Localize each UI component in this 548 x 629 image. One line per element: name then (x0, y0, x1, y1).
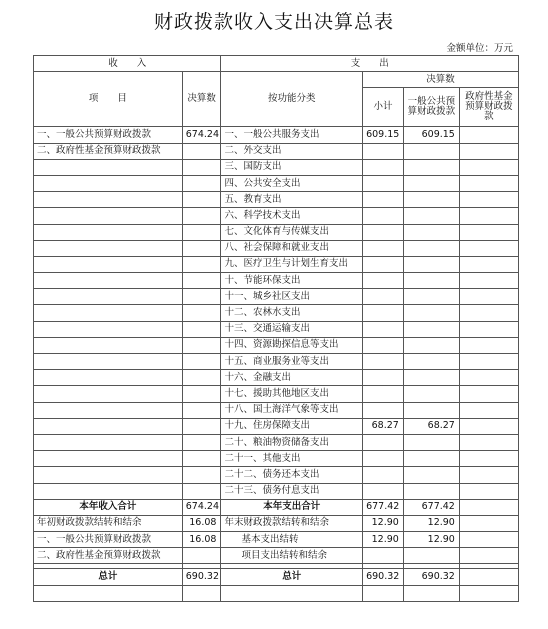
expense-subtotal (363, 337, 404, 353)
blank-cell (403, 585, 459, 601)
expense-general (403, 289, 459, 305)
expense-gov-fund (459, 159, 518, 175)
income-item (34, 208, 183, 224)
expense-item: 三、国防支出 (221, 159, 363, 175)
income-value (182, 143, 221, 159)
income-value (182, 386, 221, 402)
expense-subtotal (363, 143, 404, 159)
income-item (34, 192, 183, 208)
expense-gov-fund (459, 532, 518, 548)
expense-gov-fund (459, 467, 518, 483)
expense-item: 十二、农林水支出 (221, 305, 363, 321)
page-title: 财政拨款收入支出决算总表 (153, 11, 394, 33)
income-value (182, 240, 221, 256)
income-final-header: 决算数 (182, 72, 221, 127)
expense-gov-fund (459, 305, 518, 321)
grand-income-label: 总计 (34, 569, 183, 585)
expense-gov-fund (459, 515, 518, 531)
table-row (34, 354, 519, 370)
expense-general (403, 467, 459, 483)
table-row (34, 386, 519, 402)
expense-item: 四、公共安全支出 (221, 175, 363, 191)
income-value (182, 224, 221, 240)
expense-general (403, 386, 459, 402)
expense-item: 十六、金融支出 (221, 370, 363, 386)
table-row (34, 240, 519, 256)
income-item (34, 354, 183, 370)
expense-general: 12.90 (403, 515, 459, 531)
income-item (34, 386, 183, 402)
income-value (182, 402, 221, 418)
expense-general (403, 402, 459, 418)
expense-general (403, 548, 459, 564)
table-row (34, 143, 519, 159)
income-item (34, 289, 183, 305)
expense-item: 项目支出结转和结余 (221, 548, 363, 564)
income-item (34, 175, 183, 191)
table-row (34, 402, 519, 418)
expense-item: 二十三、债务付息支出 (221, 483, 363, 499)
grand-total-row (34, 569, 519, 585)
expense-item: 十九、住房保障支出 (221, 418, 363, 434)
expense-subtotal (363, 305, 404, 321)
blank-cell (34, 585, 183, 601)
totals-row (34, 499, 519, 515)
expense-subtotal: 68.27 (363, 418, 404, 434)
table-row (34, 418, 519, 434)
income-item: 一、一般公共预算财政拨款 (34, 532, 183, 548)
expense-item: 六、科学技术支出 (221, 208, 363, 224)
expense-subtotal (363, 402, 404, 418)
table-row (34, 192, 519, 208)
expense-gov-fund (459, 143, 518, 159)
expense-subtotal (363, 175, 404, 191)
income-value: 16.08 (182, 515, 221, 531)
expense-gov-fund (459, 434, 518, 450)
income-item: 年初财政拨款结转和结余 (34, 515, 183, 531)
table-row (34, 321, 519, 337)
expense-total-subtotal: 677.42 (363, 499, 404, 515)
expense-subtotal (363, 240, 404, 256)
expense-subtotal (363, 434, 404, 450)
grand-expense-label: 总计 (221, 569, 363, 585)
income-item (34, 402, 183, 418)
table-row (34, 337, 519, 353)
function-header: 按功能分类 (221, 72, 363, 127)
expense-subtotal (363, 370, 404, 386)
expense-gov-fund (459, 256, 518, 272)
table-row (34, 451, 519, 467)
expense-total-gov-fund (459, 499, 518, 515)
income-value (182, 208, 221, 224)
income-value (182, 451, 221, 467)
expense-general (403, 208, 459, 224)
grand-general: 690.32 (403, 569, 459, 585)
blank-cell (459, 585, 518, 601)
table-row (34, 515, 519, 531)
expense-gov-fund (459, 483, 518, 499)
expense-item: 十一、城乡社区支出 (221, 289, 363, 305)
income-header: 收 入 (34, 56, 221, 72)
expense-item: 二十一、其他支出 (221, 451, 363, 467)
expense-subtotal (363, 548, 404, 564)
table-row (34, 224, 519, 240)
expense-gov-fund (459, 402, 518, 418)
item-header: 项 目 (34, 72, 183, 127)
expense-item: 十七、援助其他地区支出 (221, 386, 363, 402)
income-item (34, 224, 183, 240)
income-value (182, 418, 221, 434)
income-item (34, 240, 183, 256)
income-value (182, 483, 221, 499)
table-row (34, 273, 519, 289)
expense-subtotal: 12.90 (363, 532, 404, 548)
income-value (182, 434, 221, 450)
income-item (34, 337, 183, 353)
income-item (34, 305, 183, 321)
income-item (34, 256, 183, 272)
expense-general (403, 354, 459, 370)
table-row (34, 434, 519, 450)
income-value (182, 548, 221, 564)
expense-total-general: 677.42 (403, 499, 459, 515)
expense-subtotal (363, 467, 404, 483)
expense-gov-fund (459, 321, 518, 337)
expense-item: 一、一般公共服务支出 (221, 127, 363, 143)
expense-gov-fund (459, 208, 518, 224)
expense-item: 十三、交通运输支出 (221, 321, 363, 337)
gov-fund-header: 政府性基金预算财政拨款 (459, 88, 518, 127)
expense-header: 支 出 (221, 56, 519, 72)
expense-item: 基本支出结转 (221, 532, 363, 548)
income-value (182, 337, 221, 353)
expense-gov-fund (459, 240, 518, 256)
grand-income-value: 690.32 (182, 569, 221, 585)
income-value (182, 192, 221, 208)
expense-general: 609.15 (403, 127, 459, 143)
expense-gov-fund (459, 224, 518, 240)
expense-gov-fund (459, 386, 518, 402)
budget-table (33, 55, 519, 602)
expense-gov-fund (459, 273, 518, 289)
expense-item: 二、外交支出 (221, 143, 363, 159)
expense-general (403, 159, 459, 175)
table-row (34, 305, 519, 321)
expense-item: 十五、商业服务业等支出 (221, 354, 363, 370)
blank-cell (363, 585, 404, 601)
general-budget-header: 一般公共预算财政拨款 (403, 88, 459, 127)
income-item: 一、一般公共预算财政拨款 (34, 127, 183, 143)
income-value (182, 273, 221, 289)
income-item: 二、政府性基金预算财政拨款 (34, 548, 183, 564)
table-row (34, 483, 519, 499)
income-value (182, 175, 221, 191)
expense-subtotal (363, 224, 404, 240)
expense-general (403, 483, 459, 499)
expense-item: 十四、资源勘探信息等支出 (221, 337, 363, 353)
table-row (34, 159, 519, 175)
income-item (34, 321, 183, 337)
expense-gov-fund (459, 370, 518, 386)
income-total-label: 本年收入合计 (34, 499, 183, 515)
expense-general (403, 321, 459, 337)
grand-gov-fund (459, 569, 518, 585)
table-row (34, 548, 519, 564)
expense-subtotal (363, 483, 404, 499)
expense-subtotal (363, 192, 404, 208)
expense-gov-fund (459, 354, 518, 370)
expense-general (403, 370, 459, 386)
income-value (182, 289, 221, 305)
expense-item: 五、教育支出 (221, 192, 363, 208)
expense-subtotal (363, 273, 404, 289)
expense-general (403, 224, 459, 240)
expense-item: 二十、粮油物资储备支出 (221, 434, 363, 450)
expense-general (403, 256, 459, 272)
income-item (34, 418, 183, 434)
expense-general (403, 175, 459, 191)
grand-subtotal: 690.32 (363, 569, 404, 585)
expense-gov-fund (459, 451, 518, 467)
blank-cell (182, 585, 221, 601)
income-value (182, 159, 221, 175)
income-value (182, 305, 221, 321)
expense-subtotal: 609.15 (363, 127, 404, 143)
expense-subtotal (363, 256, 404, 272)
expense-total-label: 本年支出合计 (221, 499, 363, 515)
expense-general (403, 305, 459, 321)
income-item (34, 434, 183, 450)
income-item (34, 467, 183, 483)
expense-subtotal (363, 289, 404, 305)
income-item (34, 159, 183, 175)
expense-general: 68.27 (403, 418, 459, 434)
table-row (34, 467, 519, 483)
table-row (34, 256, 519, 272)
expense-subtotal: 12.90 (363, 515, 404, 531)
table-row (34, 127, 519, 143)
expense-item: 七、文化体育与传媒支出 (221, 224, 363, 240)
income-value: 674.24 (182, 127, 221, 143)
table-row (34, 532, 519, 548)
expense-general (403, 192, 459, 208)
income-value (182, 321, 221, 337)
expense-subtotal (363, 321, 404, 337)
income-item (34, 483, 183, 499)
unit-label: 金额单位：万元 (446, 43, 513, 54)
blank-row (34, 585, 519, 601)
income-item: 二、政府性基金预算财政拨款 (34, 143, 183, 159)
income-total-value: 674.24 (182, 499, 221, 515)
expense-gov-fund (459, 337, 518, 353)
expense-item: 二十二、债务还本支出 (221, 467, 363, 483)
income-value (182, 370, 221, 386)
expense-item: 八、社会保障和就业支出 (221, 240, 363, 256)
expense-general (403, 337, 459, 353)
expense-item: 九、医疗卫生与计划生育支出 (221, 256, 363, 272)
expense-subtotal (363, 354, 404, 370)
expense-gov-fund (459, 289, 518, 305)
table-row (34, 289, 519, 305)
expense-general (403, 451, 459, 467)
expense-subtotal (363, 159, 404, 175)
expense-item: 十八、国土海洋气象等支出 (221, 402, 363, 418)
income-value (182, 354, 221, 370)
income-item (34, 370, 183, 386)
expense-gov-fund (459, 418, 518, 434)
expense-item: 年末财政拨款结转和结余 (221, 515, 363, 531)
expense-gov-fund (459, 192, 518, 208)
expense-gov-fund (459, 548, 518, 564)
income-item (34, 451, 183, 467)
final-group-header: 决算数 (363, 72, 519, 88)
expense-general (403, 143, 459, 159)
expense-general: 12.90 (403, 532, 459, 548)
expense-subtotal (363, 208, 404, 224)
expense-gov-fund (459, 127, 518, 143)
table-row (34, 208, 519, 224)
income-item (34, 273, 183, 289)
blank-cell (221, 585, 363, 601)
income-value (182, 467, 221, 483)
table-row (34, 175, 519, 191)
table-row (34, 370, 519, 386)
expense-general (403, 240, 459, 256)
expense-subtotal (363, 451, 404, 467)
expense-item: 十、节能环保支出 (221, 273, 363, 289)
expense-gov-fund (459, 175, 518, 191)
income-value (182, 256, 221, 272)
expense-subtotal (363, 386, 404, 402)
expense-general (403, 434, 459, 450)
subtotal-header: 小计 (363, 88, 404, 127)
income-value: 16.08 (182, 532, 221, 548)
expense-general (403, 273, 459, 289)
